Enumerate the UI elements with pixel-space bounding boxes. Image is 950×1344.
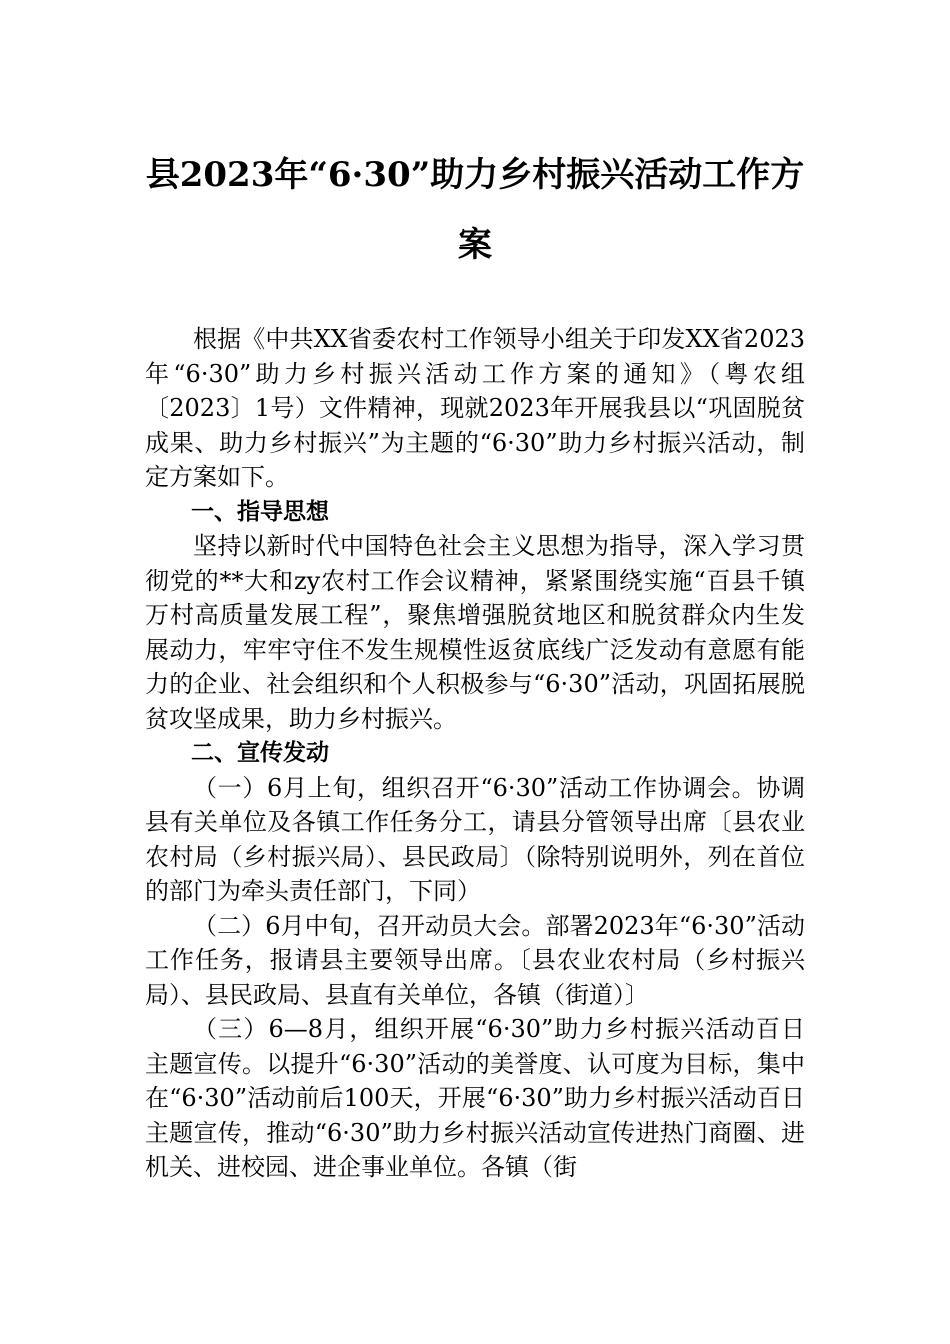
item-2-paragraph: （二）6月中旬，召开动员大会。部署2023年“6·30”活动工作任务，报请县主要领导出席。〔县农业农村局（乡村振兴局）、县民政局、县直有关单位，各镇（街道）〕	[145, 911, 805, 1009]
title-line-1: 县2023年“6·30”助力乡村振兴活动工作方	[145, 155, 805, 195]
section-heading-guiding-ideology: 一、指导思想	[191, 498, 329, 525]
title-line-2: 案	[458, 225, 492, 265]
item-1-paragraph: （一）6月上旬，组织召开“6·30”活动工作协调会。协调县有关单位及各镇工作任务分工，请县分管领导出席〔县农业农村局（乡村振兴局）、县民政局〕（除特别说明外，列在首位的部门为牵头责任部门，下同）	[145, 773, 805, 905]
intro-paragraph: 根据《中共XX省委农村工作领导小组关于印发XX省2023年“6·30”助力乡村振兴活动工作方案的通知》（粤农组〔2023〕1号）文件精神，现就2023年开展我县以“巩固脱贫成果、助力乡村振兴”为主题的“6·30”助力乡村振兴活动，制定方案如下。	[145, 325, 805, 491]
section1-paragraph: 坚持以新时代中国特色社会主义思想为指导，深入学习贯彻党的**大和zy农村工作会议精神，紧紧围绕实施“百县千镇万村高质量发展工程”，聚焦增强脱贫地区和脱贫群众内生发展动力，牢牢守住不发生规模性返贫底线广泛发动有意愿有能力的企业、社会组织和个人积极参与“6·30”活动，巩固拓展脱贫攻坚成果，助力乡村振兴。	[145, 532, 805, 733]
document-body	[145, 322, 805, 1185]
section-heading-publicity: 二、宣传发动	[191, 740, 329, 766]
document-title	[145, 140, 805, 280]
item-3-paragraph: （三）6—8月，组织开展“6·30”助力乡村振兴活动百日主题宣传。以提升“6·30”活动的美誉度、认可度为目标，集中在“6·30”活动前后100天，开展“6·30”助力乡村振兴活动百日主题宣传，推动“6·30”助力乡村振兴活动宣传进热门商圈、进机关、进校园、进企事业单位。各镇（街	[145, 1015, 805, 1181]
